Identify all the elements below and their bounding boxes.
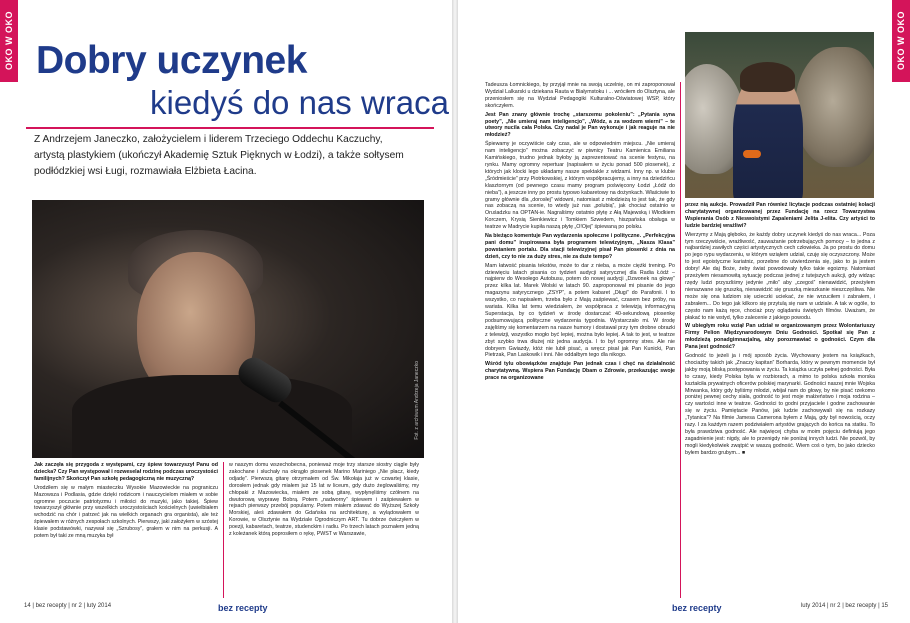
carrot: [743, 150, 761, 158]
answer: Tadeusza Łomnickiego, by przyjął mnie na swoją uczelnię, on mi zaproponował Wydział Lalkarski u dziekana Rauta w Białymstoku i ... wróciłem do Olsztyna, ale przeniosłem się na Wydział Pedagogiki Kulturalno-Oświatowej WSP, który skończyłem.: [485, 82, 675, 109]
question: przez nią aukcje. Prowadził Pan również licytacje podczas ostatniej kolacji charytatywnej organizowanej przez Fundację na rzecz Towarzystwa Wspierania Osób z Nieswoistymi Zapaleniami Jelita J-elita. Czy artyści to ludzie bardziej wrażliwi?: [685, 202, 875, 229]
right-column-2: [685, 202, 875, 598]
left-column-1: [34, 462, 218, 600]
answer: Urodziłem się w małym miasteczku Wysokie Mazowieckie na pograniczu Mazowsza i Podlasia, gdzie dzięki rodzicom i nauczycielom miałem w sobie ogromne poczucie patriotyzmu i miłości do muzyki, jako takiej. Śpiew towarzyszył głównie przy wszelkich uroczystościach kościelnych (uwielbiałem wchodzić na chór i patrzeć jak na wielkich organach gra organista), ale też śpiewałem w różnych zespołach szkolnych. Pierwszy, jaki założyłem w szóstej klasie podstawówki, nazywał się „Szrubosy”, grałem w nim na perkusji. A potem był taki ze mną muzyka był: [34, 484, 218, 540]
article-title-line1: Dobry uczynek: [36, 39, 307, 82]
singer-photo: [32, 200, 424, 458]
photo-credit: Fot. z archiwum Andrzeja Janeczko: [414, 361, 420, 440]
answer: Śpiewamy je oczywiście cały czas, ale w odpowiednim miejscu. „Nie umieraj nam inteligencjo” można zobaczyć w piwnicy Teatru Kamienica Emiliana Kamińskiego, trudno jednak byłoby ją zaprezentować na scenie festynu, na rynku. Mamy ogromny repertuar (napisałem w życiu ponad 500 piosenek), z których jak klocki lego układamy nasze spektakle z widzami. Inny np. w klubie „Śródmieście” przy Piotrkowskiej, z którym współpracujemy, a inny na dziedzińcu klasztornym (od pewnego czasu mamy program poświęcony Łodzi „Łódź do nieba”), a jeszcze inny po prostu typowo kabaretowy na dożynkach. Właściwie to gramy głównie dla „dorosłej” widowni, natomiast z młodzieżą to jest tak, że gdy nas zobaczą na scenie, to wtedy już nas „polubią”, jak chociaż ostatnio w Oruśadzku na OPTAN-ie. Nagraliśmy ostatnio płytę z Ałą Majewską i Włodkiem Korczem, Krysią Sienkiewicz i Tomkiem Szwedem, hiszpańska obsługa w teatrze w Madrycie kupiła naszą płytę „O!Ojej” śpiewaną po polsku.: [485, 141, 675, 231]
publication-logo: bez recepty: [218, 603, 268, 613]
footer-left: 14 | bez recepty | nr 2 | luty 2014: [24, 603, 112, 609]
section-tab: OKO W OKO: [892, 0, 910, 82]
man-hair: [740, 62, 795, 92]
section-tab: OKO W OKO: [0, 0, 18, 82]
question: Jak zaczęła się przygoda z występami, czy śpiew towarzyszył Panu od dziecka? Czy Pan występował i rozweselał rodzinę podczas uroczystości familijnych? Skończył Pan szkołę pedagogiczną nie muzyczną?: [34, 462, 218, 482]
question: Wśród tylu obowiązków znajduje Pan jednak czas i chęć na działalność charytatywną. Wspiera Pan Fundację Dbam o Zdrowie, przekazując swoje prace na organizowane: [485, 361, 675, 382]
column-divider: [680, 82, 681, 598]
question: Jest Pan znany głównie trochę „starszemu pokoleniu”: „Pytania syna poety”, „Nie umieraj nam inteligencjo”, „Wódz, a za wodzem wierni” – te utwory nucila cała Polska. Czy nadal je Pan wykonuje i jak reaguje na nie młodzież?: [485, 111, 675, 139]
left-page: [0, 0, 452, 623]
answer: Wierzymy z Mają głęboko, że każdy dobry uczynek kiedyś do nas wraca... Poza tym rzeczywiście, wrażliwość, zauważanie potrzebujących pomocy – to jedna z najbardziej zawiłych części artystycznych cech człowieka. Ja po prostu do domu po jego rypu wydarzeniu, w którym wziąłem udział, czuję się oczyszczony. Może to jest egoistyczne kariatniz, porzebne do utwierdzenia się, jako to ja jestem dobry! Ale daj Boże, żeby świat powodowały tylko takie egoizmy. Natomiast przeżyłem niesamowitą sytuację podczas jednej z tutejszych aukcji, gdy widząc rzędy ludzi przyszliśmy jedynie „miło” aby „czegoś” nienawidzić, przeżyłem nienazwane się gruszką, nienawidzić się gruszką mieszkanie nieszczęśliwa. Nie może się ona ludziom się ucieczki uciekać, że nie wrzuciłem i zabrałem, i zabrałem... Do tego jak kilkoro się przytulą się nam w udziale. A tak w ogóle, to często nam każą ręce, chociaż przy oglądaniu świętych filmów. Uważam, że płakać to nie wstyd, tylko zalecenie z jakiego powodu.: [685, 231, 875, 321]
horse-right: [795, 47, 874, 167]
left-column-2: [229, 462, 419, 600]
photo-shirt: [72, 375, 352, 458]
footer-right: luty 2014 | nr 2 | bez recepty | 15: [800, 603, 888, 609]
article-intro: Z Andrzejem Janeczko, założycielem i liderem Trzeciego Oddechu Kaczuchy, artystą plastykiem (ukończył Akademię Sztuk Pięknych w Łodzi), a także sołtysem podłódzkiej wsi Ługi, rozmawiała Elżbieta Łacina.: [34, 134, 404, 177]
title-divider: [26, 127, 434, 129]
question: Na bieżąco komentuje Pan wydarzenia społeczne i polityczne. „Perfekcyjna pani domu” inspirowana była programem telewizyjnym, „Nasza Klasa” powstaniem portalu. Dla stacji telewizyjnej pisał Pan piosenki z dnia na dzień, czy to nie za duży stres, nie za duże tempo?: [485, 233, 675, 260]
article-title-line2: kiedyś do nas wraca: [150, 84, 449, 121]
question: W ubiegłym roku wziął Pan udział w organizowanym przez Wolontariuszy Firmy Pelion Międzynarodowym Dniu Godności. Spotkał się Pan z młodzieżą ponadgimnazjalną, aby porozmawiać o godności. Czym dla Pana jest godność?: [685, 323, 875, 351]
answer: Mam łatwość pisania tekstów, może to dar z nieba, a może ciężki trening. Po dziewięciu latach pisania co tydzień audycji satyrycznej dla Radia Łódź – najpierw do Wesołego Autobusu, potem do nowej audycji „Dzwonek na głowę” przez kilka lat. Marek Wolski w latach 90. zaproponował mi pisanie do jego magazynu satyrycznego „ZSYP”, a potem kabaret „Długi” do Parafonii. I to wszystko, co napisałem, trzeba było z Mają zaśpiewać, czasem bez próby, na wariata. Kilka lat temu wiedziałem, że współpraca z telewizją informacyjną Superstacja, by co tydzień w środę dostarczać 40-sekundową piosenkę podsumowującą polityczne wydarzenia tygodnia. Wystarczało mi. W środę zajęliśmy się komentarzem na nasze humory i dostawał przy tym drobne obrazki z telewizji, wszystko mogło być lepiej, można było lepiej. A tak to jest, w teatrze zbyt szybko trwa dłużej niż jedna audycja. I to był ogromny stres. Ale nie dobryem Gwiazdy, któż nie lubił pisać, a wręcz pisał jak Pan Kunicki, Pan Pietrzak, Pan Laskowik i inni. Nie oddałbym tego dla nikogo.: [485, 262, 675, 359]
right-page: [458, 0, 910, 623]
musician-with-horses-photo: [685, 32, 874, 198]
answer: Godność to jeżeli ja i mój sposób życia. Wychowany jestem na książkach, chociażby takich jak „Znaczy kapitan” Borharda, który w pewnym momencie był jakby moją bliską postępowania w życiu. Ta książka uczyła pełnej godności. Była to czasy, kiedy Polska była w rozbiorach, a mimo to polska szkoła morska kształciła prywatnych oficerów polskiej marynarki. Godności naszej mnie Wojska Mirwanka, który gdy byliśmy młodzi, wbijał nam do głowy, by nie pisać rzekomo poniżej pewnej cechy siała, godność to jest moje małżeństwo i moja rodzina – czy wartości inne w teatrze. Godności to godni przyjaciele i godne zachowanie się w życiu. Pamiętacie Panów, jak ludzie zachowywali się na rozkazy „Tytanica”? Na filmie Jamesa Camerona byłem z Mają, gdy był nowością, oczy razy. I za każdym razem podziwiałem artystów grających do końca na statku. To była prawdziwa godność. Ale najwięcej chyba w moim pojęciu definiują jego zagadnienie jest: nigdy, ale to przenigdy nie poniżaj innych ludzi. Nie pozwól, by mogli kiedykolwiek zwątpić w waszą godność. Wiem coś o tym, bo jako dziecko byłem bardzo grubym... ■: [685, 353, 875, 456]
publication-logo: bez recepty: [672, 603, 722, 613]
answer: w naszym domu wszechobecna, ponieważ moje trzy starsze siostry ciągle były zakochane i słuchały na okrągło piosenek Marino Mariniego „Nie płacz, kiedy odjadę”. Pierwszą gitarę otrzymałem od Św. Mikołaja już w czwartej klasie, dorosłem jednak gdy miałem już 15 lat w liceum, gdy dużo żeglowaliśmy, my chłopaki z Mazowiecka, miałem ze sobą gitarę, wypłynęliśmy czółnem na dwutorową wyprawę Bobrą. Potem „nadworny” śpiewem i zaśpiewałem w rejsach pierwszy przebój popularny. Potem miałem zdawać do Wyższej Szkoły Morskiej, aleś zdawałem do Gdańska na architekturę, a wylądowałem w Korowie, w Olsztynie na Wydziale Ogrodniczym ART. Tu dobrze ćwiczyłem w poezji, kabaretach, teatrze, studenckim i radiu. Po trzech latach poznałem jedną z koleżanek którą poprosiłem o rękę, PWST w Warszawie,: [229, 462, 419, 538]
right-column-1: [485, 82, 675, 598]
column-divider: [223, 462, 224, 598]
